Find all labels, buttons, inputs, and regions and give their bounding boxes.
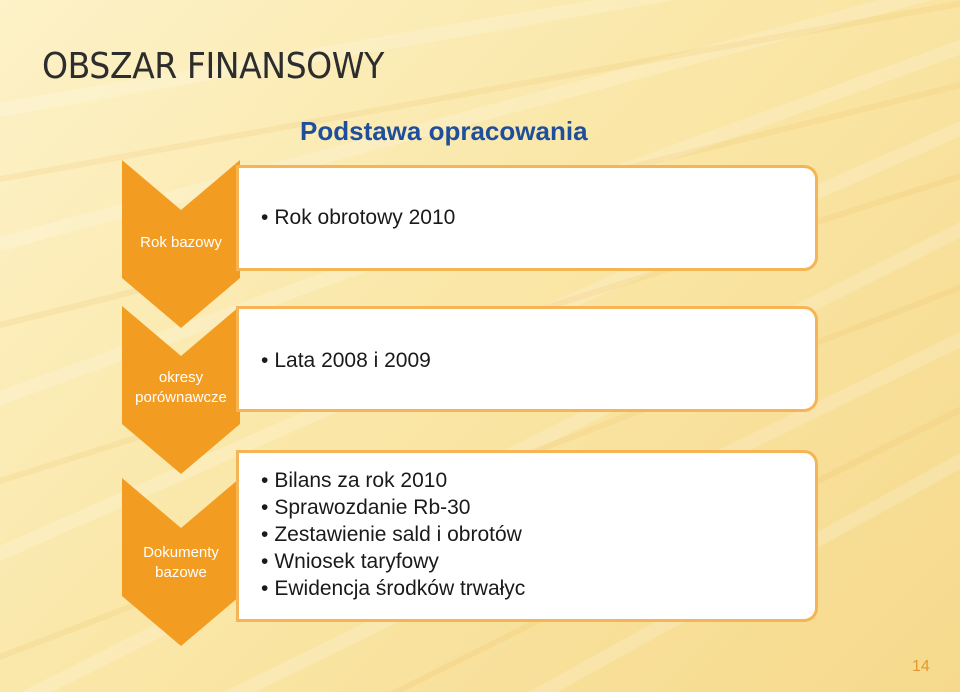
slide-title: OBSZAR FINANSOWY <box>42 46 384 87</box>
bullet-item: • Bilans za rok 2010 <box>261 467 815 494</box>
bullet-item: • Ewidencja środków trwałyc <box>261 575 815 602</box>
page-number: 14 <box>912 658 930 675</box>
bullet-item: • Sprawozdanie Rb-30 <box>261 494 815 521</box>
content-box-okresy-porownawcze <box>236 306 818 412</box>
chevron-dokumenty-bazowe <box>122 478 240 646</box>
bullet-item: • Rok obrotowy 2010 <box>261 204 815 231</box>
chevron-okresy-porownawcze <box>122 306 240 474</box>
chevron-label-line: okresy <box>158 369 204 386</box>
bullet-item: • Wniosek taryfowy <box>261 548 815 575</box>
chevron-label <box>122 368 240 408</box>
bullet-item: • Lata 2008 i 2009 <box>261 347 815 374</box>
chevron-label-line: bazowe <box>155 564 207 581</box>
chevron-label <box>122 233 240 253</box>
content-box-dokumenty-bazowe <box>236 450 818 622</box>
bullet-item: • Zestawienie sald i obrotów <box>261 521 815 548</box>
chevron-label-line: Dokumenty <box>143 544 219 561</box>
chevron-label-line: Rok bazowy <box>140 234 222 251</box>
chevron-label <box>122 543 240 583</box>
slide-subtitle: Podstawa opracowania <box>300 116 588 146</box>
content-box-rok-bazowy <box>236 165 818 271</box>
chevron-label-line: porównawcze <box>135 389 227 406</box>
chevron-rok-bazowy <box>122 160 240 328</box>
